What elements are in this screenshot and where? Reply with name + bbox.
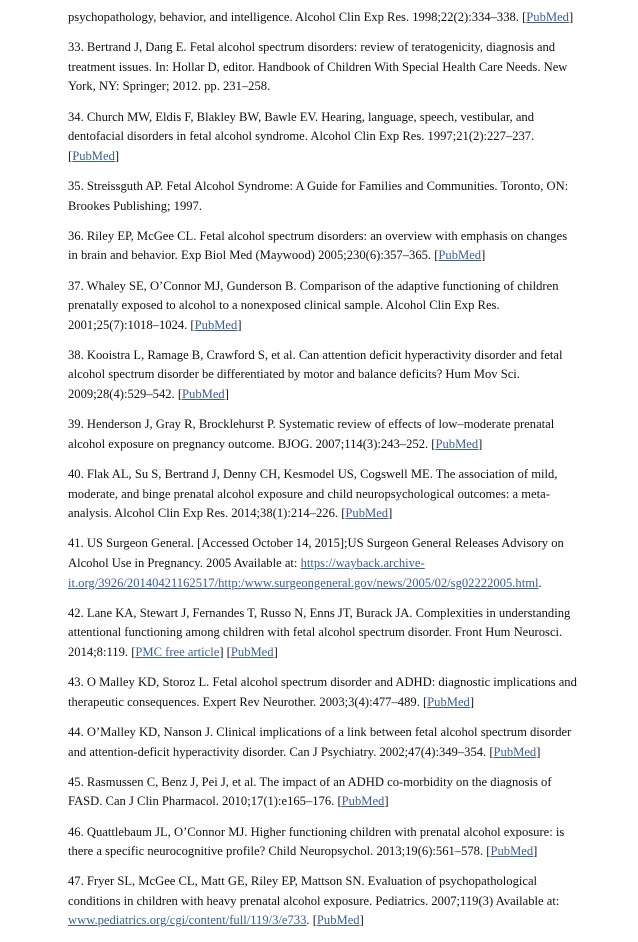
- reference-text-separator: ] [: [219, 644, 231, 659]
- reference-item-37: [68, 277, 580, 336]
- reference-text-tail: ]: [273, 644, 278, 659]
- reference-item-35: [68, 177, 580, 216]
- reference-item-44: [68, 723, 580, 762]
- reference-text: 38. Kooistra L, Ramage B, Crawford S, et al. Can attention deficit hyperactivity disorder and fetal alcohol spectrum disorder be differentiated by motor and balance deficits? Hum Mov Sci. 2009;28(4):529–542. [: [68, 347, 563, 402]
- reference-text: 39. Henderson J, Gray R, Brocklehurst P. Systematic review of effects of low–moderate prenatal alcohol exposure on pregnancy outcome. BJOG. 2007;114(3):243–252. [: [68, 417, 555, 451]
- reference-item-34: [68, 108, 580, 167]
- pubmed-link[interactable]: PubMed: [230, 644, 274, 659]
- pubmed-link[interactable]: PubMed: [345, 506, 389, 521]
- reference-text: 47. Fryer SL, McGee CL, Matt GE, Riley EP, Mattson SN. Evaluation of psychopathological conditions in children with heavy prenatal alcohol exposure. Pediatrics. 2007;119(3) Available at:: [68, 874, 560, 908]
- pubmed-link[interactable]: PubMed: [493, 744, 537, 759]
- reference-text: psychopathology, behavior, and intelligence. Alcohol Clin Exp Res. 1998;22(2):334–338. [: [68, 10, 527, 24]
- reference-item-33: [68, 38, 580, 97]
- pubmed-link[interactable]: PubMed: [438, 248, 482, 263]
- reference-text-separator: . [: [306, 913, 317, 928]
- reference-text: 35. Streissguth AP. Fetal Alcohol Syndrome: A Guide for Families and Communities. Toronto, ON: Brookes Publishing; 1997.: [68, 178, 569, 213]
- reference-item-45: [68, 773, 580, 812]
- reference-text-tail: ]: [568, 10, 574, 24]
- pubmed-link[interactable]: PubMed: [427, 694, 470, 709]
- reference-item-32-continued: [68, 8, 580, 28]
- reference-text-tail: ]: [469, 694, 475, 709]
- reference-text: 45. Rasmussen C, Benz J, Pei J, et al. The impact of an ADHD co-morbidity on the diagnosis of FASD. Can J Clin Pharmacol. 2010;17(1):e165–176. [: [68, 774, 552, 809]
- reference-text-tail: ]: [481, 248, 486, 263]
- reference-text: 41. US Surgeon General. [Accessed October 14, 2015];US Surgeon General Releases Advisory on Alcohol Use in Pregnancy. 2005 Available at:: [68, 536, 564, 570]
- pubmed-link[interactable]: PubMed: [490, 844, 534, 859]
- reference-text: 46. Quattlebaum JL, O’Connor MJ. Higher functioning children with prenatal alcohol exposure: is there a specific neurocognitive profile? Child Neuropsychol. 2013;19(6):561–578. [: [68, 824, 565, 859]
- reference-item-42: [68, 604, 580, 663]
- reference-list: [68, 8, 580, 942]
- reference-item-39: [68, 415, 580, 454]
- pubmed-link[interactable]: PubMed: [341, 794, 385, 809]
- reference-item-41: [68, 534, 580, 593]
- reference-text-tail: ]: [533, 844, 538, 859]
- pediatrics-url-link[interactable]: www.pediatrics.org/cgi/content/full/119/3/e733: [68, 913, 307, 928]
- reference-text: 40. Flak AL, Su S, Bertrand J, Denny CH, Kesmodel US, Cogswell ME. The association of mild, moderate, and binge prenatal alcohol exposure and child neuropsychological outcomes: a meta-analysis. Alcohol Clin Exp Res. 2014;38(1):214–226. [: [68, 467, 558, 521]
- pubmed-link[interactable]: PubMed: [194, 317, 238, 332]
- reference-item-38: [68, 346, 580, 405]
- reference-text: 37. Whaley SE, O’Connor MJ, Gunderson B. Comparison of the adaptive functioning of children prenatally exposed to alcohol to a nonexposed clinical sample. Alcohol Clin Exp Res. 2001;25(7):1018–1024. [: [68, 278, 559, 332]
- reference-text: 44. O’Malley KD, Nanson J. Clinical implications of a link between fetal alcohol spectrum disorder and attention-deficit hyperactivity disorder. Can J Psychiatry. 2002;47(4):349–354. [: [68, 724, 572, 759]
- pubmed-link[interactable]: PubMed: [526, 10, 569, 24]
- reference-text-tail: ]: [388, 506, 393, 521]
- pubmed-link[interactable]: PubMed: [316, 913, 360, 928]
- reference-text-tail: ]: [536, 744, 541, 759]
- reference-item-40: [68, 465, 580, 524]
- reference-text: 34. Church MW, Eldis F, Blakley BW, Bawle EV. Hearing, language, speech, vestibular, and dentofacial disorders in fetal alcohol syndrome. Alcohol Clin Exp Res. 1997;21(2):227–237. [: [68, 109, 535, 163]
- reference-text-tail: ]: [478, 436, 483, 451]
- reference-item-43: [68, 673, 580, 712]
- pubmed-link[interactable]: PubMed: [435, 436, 479, 451]
- reference-text: 33. Bertrand J, Dang E. Fetal alcohol spectrum disorders: review of teratogenicity, diagnosis and treatment issues. In: Hollar D, editor. Handbook of Children With Special Health Care Needs. New York, NY: Springer; 2012. pp. 231–258.: [68, 40, 568, 94]
- reference-text-tail: ]: [384, 794, 389, 809]
- pmc-free-article-link[interactable]: PMC free article: [135, 644, 220, 659]
- reference-text-tail: ]: [359, 913, 364, 928]
- reference-text-tail: ]: [224, 387, 229, 402]
- reference-text-tail: ]: [237, 317, 242, 332]
- reference-item-47: [68, 872, 580, 931]
- archive-url-link[interactable]: https://wayback.archive-it.org/3926/20140421162517/http:/www.surgeongeneral.gov/news/2005/02/sg02222005.html: [68, 556, 539, 590]
- pubmed-link[interactable]: PubMed: [182, 387, 225, 402]
- reference-item-36: [68, 227, 580, 266]
- reference-text: 42. Lane KA, Stewart J, Fernandes T, Russo N, Enns JT, Burack JA. Complexities in understanding attentional functioning among children with fetal alcohol spectrum disorder. Front Hum Neurosci. 2014;8:119. [: [68, 605, 571, 659]
- reference-text: 36. Riley EP, McGee CL. Fetal alcohol spectrum disorders: an overview with emphasis on changes in brain and behavior. Exp Biol Med (Maywood) 2005;230(6):357–365. [: [68, 228, 568, 263]
- reference-item-46: [68, 823, 580, 862]
- reference-text: 43. O Malley KD, Storoz L. Fetal alcohol spectrum disorder and ADHD: diagnostic implications and therapeutic consequences. Expert Rev Neurother. 2003;3(4):477–489. [: [68, 675, 577, 709]
- reference-text-tail: ]: [114, 148, 120, 163]
- pubmed-link[interactable]: PubMed: [72, 148, 115, 163]
- reference-text-tail: .: [538, 575, 542, 590]
